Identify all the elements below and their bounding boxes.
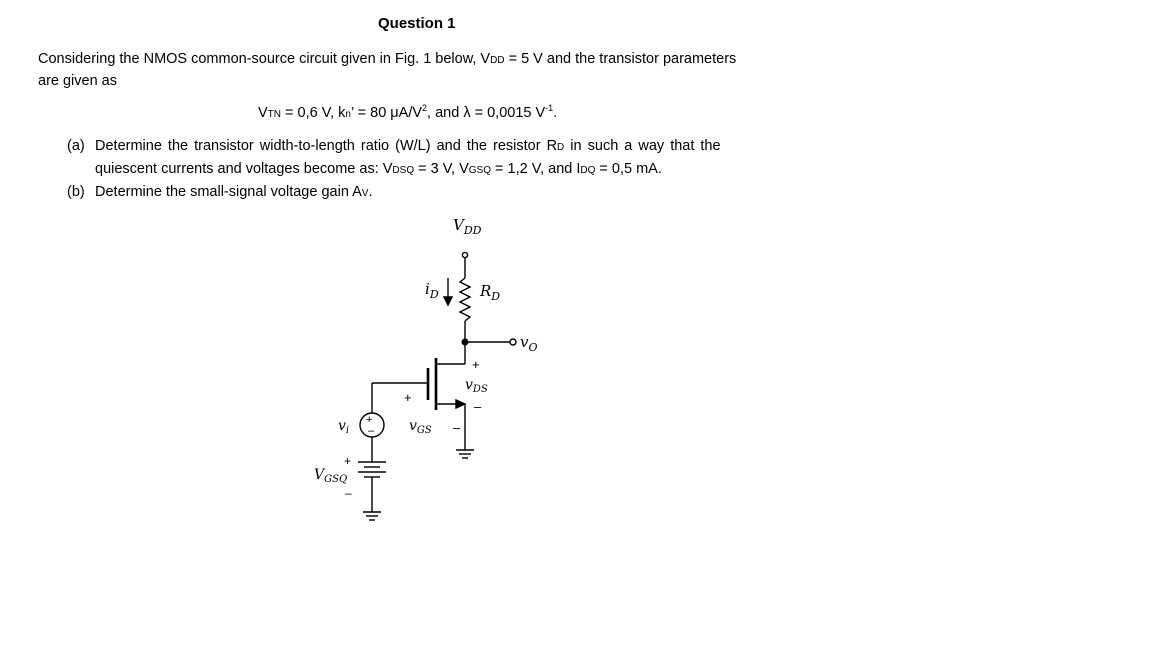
param-end: . <box>553 104 558 121</box>
question-title: Question 1 <box>378 15 456 32</box>
id-arrow-head <box>444 297 452 305</box>
vgs-label: $v_{GS}$ <box>409 418 432 436</box>
vds-label: $v_{DS}$ <box>465 377 488 395</box>
part-a-label: (a) <box>67 138 85 154</box>
rd-resistor <box>460 278 470 321</box>
vgs-minus: – <box>453 420 461 435</box>
part-b-label: (b) <box>67 184 85 200</box>
vgsq-plus: + <box>344 454 352 468</box>
id-label: $i_D$ <box>425 280 439 301</box>
vgsq-label: $V_{GSQ}$ <box>314 467 348 485</box>
part-a-text-2a: quiescent currents and voltages become as: V <box>95 161 393 177</box>
vi-label: $v_i$ <box>338 418 350 436</box>
vgsq-subscript: GSQ <box>468 165 492 176</box>
part-b-text: Determine the small-signal voltage gain A <box>95 184 362 200</box>
part-a-text-2c: = 1,2 V, and I <box>491 161 581 177</box>
vdd-subscript: DD <box>490 55 505 66</box>
source-arrow <box>456 400 465 408</box>
vds-plus: + <box>472 357 480 372</box>
vi-minus: – <box>368 425 375 437</box>
vo-terminal <box>510 339 516 345</box>
kn-subscript: n <box>345 108 351 120</box>
intro-line-2: are given as <box>38 73 117 89</box>
part-a-text-2d: = 0,5 mA. <box>595 161 662 177</box>
vgsq-minus: – <box>345 486 352 500</box>
vds-minus: – <box>474 399 482 414</box>
rd-subscript: D <box>557 142 565 153</box>
lambda-superscript: -1 <box>545 103 554 113</box>
vdd-label: $V_{DD}$ <box>453 216 482 237</box>
lambda-value: , and λ = 0,0015 V <box>427 104 546 121</box>
vtn-subscript: TN <box>267 108 282 120</box>
vtn-symbol: V <box>258 104 268 121</box>
part-a-text-1: Determine the transistor width-to-length ratio (W/L) and the resistor R <box>95 138 558 154</box>
intro-text-part2: = 5 V and the transistor parameters <box>504 51 737 67</box>
part-b-end: . <box>368 184 373 200</box>
vo-label: $v_O$ <box>520 333 538 354</box>
vtn-value: = 0,6 V, k <box>281 104 346 121</box>
part-a-text-2b: = 3 V, V <box>414 161 469 177</box>
vdd-terminal <box>462 252 467 257</box>
kn-superscript: 2 <box>422 103 428 113</box>
rd-label: $R_D$ <box>480 282 501 303</box>
idq-subscript: DQ <box>580 165 596 176</box>
part-a-text-1-end: in such a way that the <box>564 138 721 154</box>
vgs-plus: + <box>404 390 412 405</box>
kn-value: ’ = 80 μA/V <box>350 104 423 121</box>
vi-plus: + <box>366 414 373 426</box>
intro-text-part1: Considering the NMOS common-source circuit given in Fig. 1 below, V <box>38 51 491 67</box>
vdsq-subscript: DSQ <box>392 165 415 176</box>
av-subscript: V <box>361 188 369 199</box>
